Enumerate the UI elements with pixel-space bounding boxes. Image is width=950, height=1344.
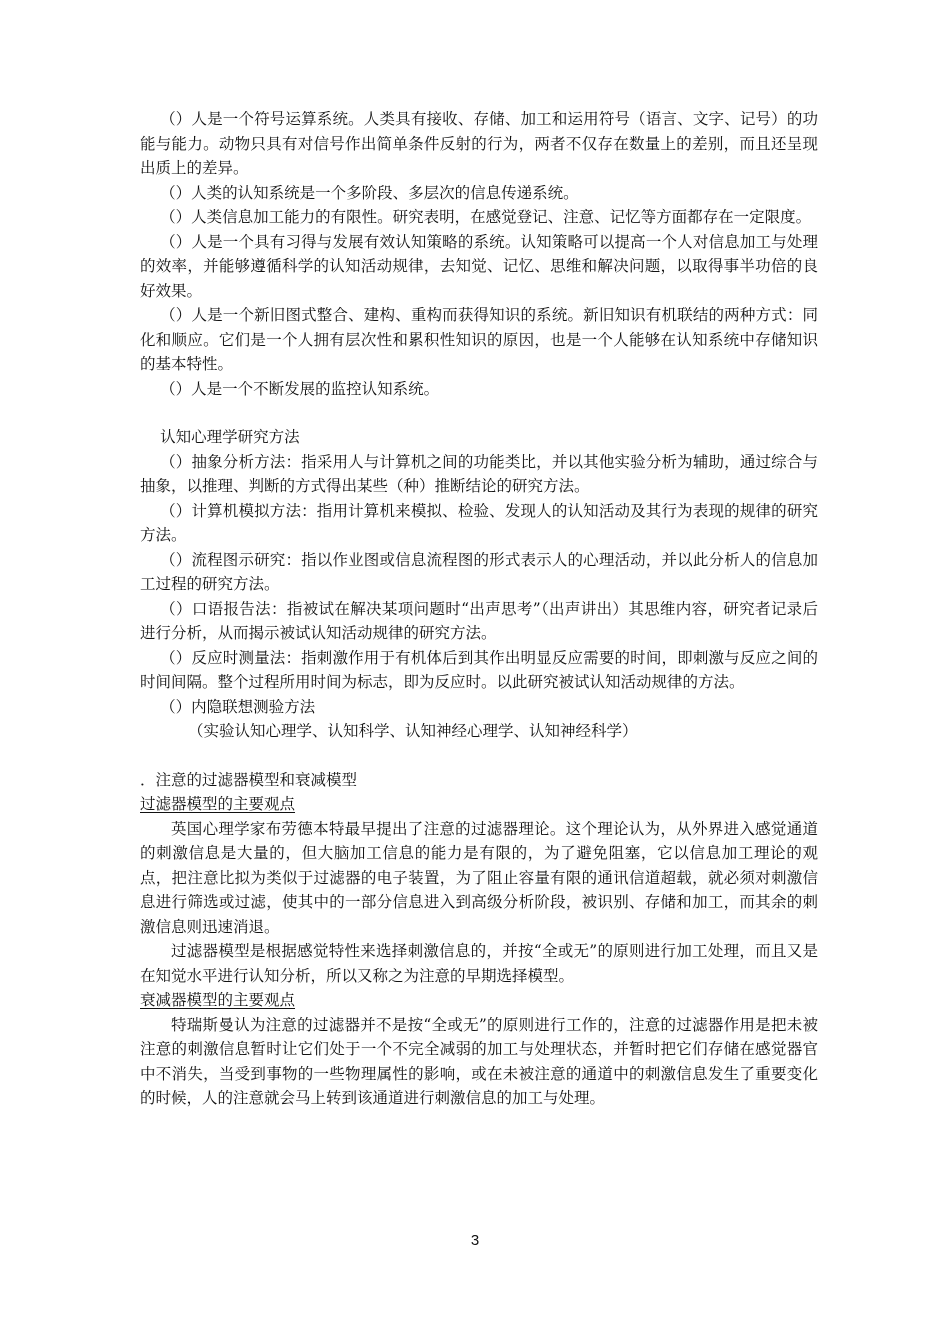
document-body [140, 107, 818, 1111]
paragraph: （）人是一个具有习得与发展有效认知策略的系统。认知策略可以提高一个人对信息加工与处理的效率，并能够遵循科学的认知活动规律，去知觉、记忆、思维和解决问题，以取得事半功倍的良好效果。 [140, 232, 818, 300]
paragraph: （）人是一个不断发展的监控认知系统。 [160, 379, 440, 398]
paragraph: （）流程图示研究：指以作业图或信息流程图的形式表示人的心理活动，并以此分析人的信息加工过程的研究方法。 [140, 550, 818, 593]
paragraph: （）人类的认知系统是一个多阶段、多层次的信息传递系统。 [160, 183, 579, 202]
paragraph: （）内隐联想测验方法 [160, 697, 316, 716]
subheading-filter-model: 过滤器模型的主要观点 [140, 795, 296, 813]
paragraph: 过滤器模型是根据感觉特性来选择刺激信息的，并按“全或无”的原则进行加工处理，而且又是在知觉水平进行认知分析，所以又称之为注意的早期选择模型。 [140, 942, 818, 985]
section-attention-models [140, 768, 818, 1111]
paragraph: （）抽象分析方法：指采用人与计算机之间的功能类比，并以其他实验分析为辅助，通过综合与抽象，以推理、判断的方式得出某些（种）推断结论的研究方法。 [140, 452, 818, 495]
section-cognitive-system [140, 107, 818, 401]
paragraph: 英国心理学家布劳德本特最早提出了注意的过滤器理论。这个理论认为，从外界进入感觉通道的刺激信息是大量的，但大脑加工信息的能力是有限的，为了避免阻塞，它以信息加工理论的观点，把注意比拟为类似于过滤器的电子装置，为了阻止容量有限的通讯信道超载，就必须对刺激信息进行筛选或过滤，使其中的一部分信息进入到高级分析阶段，被识别、存储和加工，而其余的刺激信息则迅速消退。 [140, 819, 818, 936]
paragraph: 特瑞斯曼认为注意的过滤器并不是按“全或无”的原则进行工作的，注意的过滤器作用是把未被注意的刺激信息暂时让它们处于一个不完全减弱的加工与处理状态，并暂时把它们存储在感觉器官中不消失，当受到事物的一些物理属性的影响，或在未被注意的通道中的刺激信息发生了重要变化的时候，人的注意就会马上转到该通道进行刺激信息的加工与处理。 [140, 1015, 818, 1107]
paragraph: （）人类信息加工能力的有限性。研究表明，在感觉登记、注意、记忆等方面都存在一定限度。 [160, 208, 812, 226]
section-heading: 认知心理学研究方法 [160, 428, 300, 446]
subheading-attenuation-model: 衰减器模型的主要观点 [140, 991, 296, 1009]
paragraph: （）计算机模拟方法：指用计算机来模拟、检验、发现人的认知活动及其行为表现的规律的研究方法。 [140, 501, 818, 544]
paragraph: （）口语报告法：指被试在解决某项问题时“出声思考”（出声讲出）其思维内容，研究者记录后进行分析，从而揭示被试认知活动规律的研究方法。 [140, 599, 818, 642]
paragraph: （）人是一个符号运算系统。人类具有接收、存储、加工和运用符号（语言、文字、记号）的功能与能力。动物只具有对信号作出简单条件反射的行为，两者不仅存在数量上的差别，而且还呈现出质上的差异。 [140, 110, 818, 177]
section-heading: ．注意的过滤器模型和衰减模型 [140, 770, 358, 789]
paragraph: （）反应时测量法：指刺激作用于有机体后到其作出明显反应需要的时间，即刺激与反应之间的时间间隔。整个过程所用时间为标志，即为反应时。以此研究被试认知活动规律的方法。 [140, 648, 818, 691]
note: （实验认知心理学、认知科学、认知神经心理学、认知神经科学） [188, 722, 638, 740]
paragraph: （）人是一个新旧图式整合、建构、重构而获得知识的系统。新旧知识有机联结的两种方式：同化和顺应。它们是一个人拥有层次性和累积性知识的原因，也是一个人能够在认知系统中存储知识的基本特性。 [140, 306, 818, 373]
section-research-methods [140, 425, 818, 744]
page-number: 3 [470, 1232, 480, 1249]
